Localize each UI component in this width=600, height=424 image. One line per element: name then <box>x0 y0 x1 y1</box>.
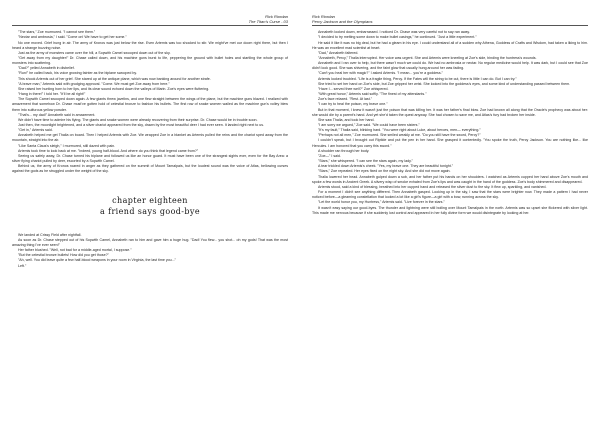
paragraph: "Dad?" yelled Annabeth in disbelief. <box>18 66 75 71</box>
paragraph: We landed at Crissy Field after nightfall. <box>18 232 82 237</box>
paragraph: "Stars," Zoe repeated. Her eyes fixed on the night sky. And she did not move again. <box>318 169 451 174</box>
paragraph: "Run!" he called back, his voice growing fainter as the biplane swooped by. <box>18 71 137 76</box>
paragraph: "Ah, well. You did leave quite a few half-blood weapons in your room in Virginia, the last time you..." <box>18 258 176 263</box>
paragraph: "I decided to try melting some down to make bullet casings," he continued. "Just a little experiment." <box>318 35 477 40</box>
paragraph: Artemis looked troubled. "Life is a fragile thing, Percy. If the Fates will the string to be cut, there is little I can do. But I can try." <box>318 76 517 81</box>
paragraph: He said it like it was no big deal, but he had a gleam in his eye. I could understand all of a sudden why Athena, Goddess of Crafts and Wisdom, had taken a liking to him. He was an excellent mad scientist at heart. <box>312 40 588 50</box>
paragraph: "Hang in there!" I told her. "It'll be all right!" <box>18 92 86 97</box>
paragraph: "Can't you heal her with magic?" I asked Artemis. "I mean... you're a goddess." <box>318 71 443 76</box>
paragraph: Zoe's face relaxed. "Rest. At last." <box>318 97 372 102</box>
paragraph: It wasn't easy saying our good-byes. The thunder and lightning were still boiling over Mount Tamalpais in the north. Artemis was so upset she flickered with silver light. This made me nervous because if she suddenly lost control and appeared in her fully divine form we would disintegrate by looking at her. <box>312 205 588 215</box>
left-bottom-text <box>12 233 288 269</box>
chapter-number: chapter eighteen <box>112 195 188 205</box>
paragraph: "Let the world honor you, my Huntress," Artemis said. "Live forever in the stars." <box>318 200 445 205</box>
left-header-title: The Titan's Curse - 03 <box>248 18 288 24</box>
paragraph: "Stars," she whispered. "I can see the stars again, my lady." <box>318 159 413 164</box>
left-page-header <box>12 15 288 26</box>
paragraph: Artemis took time to look back at me. "Indeed, young half-blood. And where do you think that legend came from?" <box>18 148 199 153</box>
paragraph: She saw Thalia, and took her hand. <box>318 117 375 122</box>
paragraph: She raised her hunting horn to her lips, and its clear sound echoed down the valleys of Marin. Zoe's eyes were fluttering. <box>18 86 210 91</box>
left-top-text <box>12 30 288 174</box>
paragraph: Her father blushed. "Well, not bad for a middle-aged mortal, I suppose." <box>18 248 132 253</box>
right-page <box>300 0 600 424</box>
paragraph: "Have I... served thee well?" Zoe whispered. <box>318 86 389 91</box>
paragraph: Just then, the moonlight brightened, and a silver chariot appeared from the sky, drawn by the most beautiful deer I had ever seen. It landed right next to us. <box>18 123 265 127</box>
paragraph: A tear trickled down Artemis's cheek. "Yes, my brave one. They are beautiful tonight." <box>318 164 454 169</box>
paragraph: "The stars," Zoe murmured. "I cannot see them." <box>18 30 96 35</box>
paragraph: "But the celestial bronze bullets! How did you get those?" <box>18 253 109 258</box>
paragraph: Artemis stood, said a kind of blessing, breathed into her cupped hand and released the silver dust to the sky. It flew up, sparkling, and vanished. <box>318 184 547 189</box>
paragraph: "Get away from my daughter!" Dr. Chase called down, and his machine guns burst to life, peppering the ground with bullet holes and startling the whole group of monsters into scattering. <box>12 55 288 66</box>
paragraph: But in that moment, I knew it wasn't just the poison that was killing her. It was her father's final blow. Zoe had known all along that the Oracle's prophecy was about her: she would die by a parent's hand. And yet she'd taken the quest anyway. She had chosen to save me, and Atlas's fury had broken her inside. <box>312 107 588 117</box>
paragraph: We didn't have time to admire his flying. The giants and snake women were already recovering from their surprise. Dr. Chase would be in trouble soon. <box>18 117 258 122</box>
paragraph: "It's my fault," Thalia said, blinking hard. "You were right about Luke, about heroes, men— everything." <box>318 128 481 133</box>
right-page-header <box>312 15 588 26</box>
paragraph: Left." <box>18 263 27 268</box>
paragraph: This shook Artemis out of her grief. She stared up at the antique plane, which was now banking around for another strafe. <box>18 76 211 81</box>
chapter-header <box>12 195 288 217</box>
right-header-rule <box>312 25 588 26</box>
paragraph: "With great honor," Artemis said softly. "The finest of my attendants." <box>318 92 427 97</box>
paragraph: "Get in," Artemis said. <box>18 128 53 133</box>
paragraph: "Annabeth, Percy," Thalia interrupted. Her voice was urgent. She and Artemis were kneeling at Zoe's side, binding the huntress's wounds. <box>318 55 537 60</box>
paragraph: "That's... my dad!" Annabeth said in amazement. <box>18 112 96 117</box>
paragraph: For a moment I didn't see anything different. Then Annabeth gasped. Looking up in the sky, I saw that the stars were brighter now. They made a pattern I had never noticed before—a gleaming constellation that looked a lot like a girl's figure—a girl with a bow, running across the sky. <box>312 190 588 200</box>
paragraph: Just as the army of monsters came over the hill, a Sopwith Camel swooped down out of the sky. <box>18 50 171 55</box>
chapter-title: a friend says good-bye <box>99 206 200 216</box>
paragraph: The Sopwith Camel swooped down again. A few giants threw javelins, and one flew straight between the wings of the plane, but the machine guns blazed. I realized with amazement that somehow Dr. Chase must've gotten hold of celestial bronze to fashion his bullets. The first row of snake women wailed as the machine gun's volley blew them into sulfurous yellow powder. <box>12 97 288 112</box>
paragraph: Annabeth and I ran over to help, but there wasn't much we could do. We had no ambrosia or nectar. No regular medicine would help. It was dark, but I could see that Zoe didn't look good. She was shivering, and the faint glow that usually hung around her was fading. <box>312 61 588 71</box>
paragraph: Thalia lowered her head. Annabeth gulped down a sob, and her father put his hands on her shoulders. I watched as Artemis cupped her hand above Zoe's mouth and spoke a few words in Ancient Greek. A silvery wisp of smoke exhaled from Zoe's lips and was caught in the hand of the goddess. Zoe's body shimmered and disappeared. <box>312 174 588 184</box>
right-header-title: Percy Jackson and the Olympians <box>312 18 373 24</box>
paragraph: Seeing us safely away, Dr. Chase turned his biplane and followed us like an honor guard. It must have been one of the strangest sights ever, even for the Bay Area: a silver flying chariot pulled by deer, escorted by a Sopwith Camel. <box>12 153 288 164</box>
paragraph: No one moved. Grief hung in air. The army of Kronos was just below the rise. Even Artemis was too shocked to stir. We might've met our doom right there, but then I heard a strange buzzing noise. <box>12 40 288 50</box>
paragraph: Annabeth helped me get Thalia on board. Then I helped Artemis with Zoe. We wrapped Zoe in a blanket as Artemis pulled the reins and the chariot sped away from the mountain, straight into the air. <box>12 133 288 143</box>
paragraph: Behind us, the army of Kronos roared in anger as they gathered on the summit of Mount Tamalpais, but the loudest sound was the voice of Atlas, bellowing curses against the gods as he struggled under the weight of the sky. <box>12 164 288 174</box>
paragraph: "Dad," Annabeth faltered. <box>318 50 359 55</box>
paragraph: "Perhaps not all men," Zoe murmured. She smiled weakly at me. "Do you still have the sword, Percy?" <box>318 133 481 138</box>
left-header-rule <box>12 25 288 26</box>
paragraph: "I can try to heal the poison, my brave one." <box>318 102 388 107</box>
paragraph: Annabeth looked down, embarrassed. I noticed Dr. Chase was very careful not to say ran away. <box>318 30 470 35</box>
paragraph: "I am sorry we argued," Zoe said. "We could have been sisters." <box>318 123 420 127</box>
right-text <box>312 30 588 216</box>
paragraph: As soon as Dr. Chase stepped out of his Sopwith Camel, Annabeth ran to him and gave him a huge hug. "Dad! You flew... you shot... oh my gods! That was the most amazing thing I've ever seen!" <box>12 237 288 247</box>
paragraph: A shudder ran through her body. <box>318 148 370 153</box>
paragraph: "Like Santa Claus's sleigh," I murmured, still dazed with pain. <box>18 143 116 148</box>
right-header-author: Rick Riordan <box>312 14 335 19</box>
paragraph: She tried to set her hand on Zoe's side, but Zoe gripped her wrist. She looked into the goddess's eyes, and some kind of understanding passed between them. <box>318 81 571 86</box>
paragraph: I couldn't speak, but I brought out Riptide and put the pen in her hand. She grasped it contentedly. "You spoke the truth, Percy Jackson. You are nothing like... like Hercules. I am honored that you carry this sword." <box>312 138 588 148</box>
paragraph: "A brave man," Artemis said with grudging approval. "Come. We must get Zoe away from here." <box>18 81 170 86</box>
paragraph: "Nectar and ambrosia," I said. "Come on! We have to get her some." <box>18 35 127 40</box>
left-header-author: Rick Riordan <box>265 14 288 19</box>
paragraph: "Zoe—" I said. <box>318 153 341 158</box>
